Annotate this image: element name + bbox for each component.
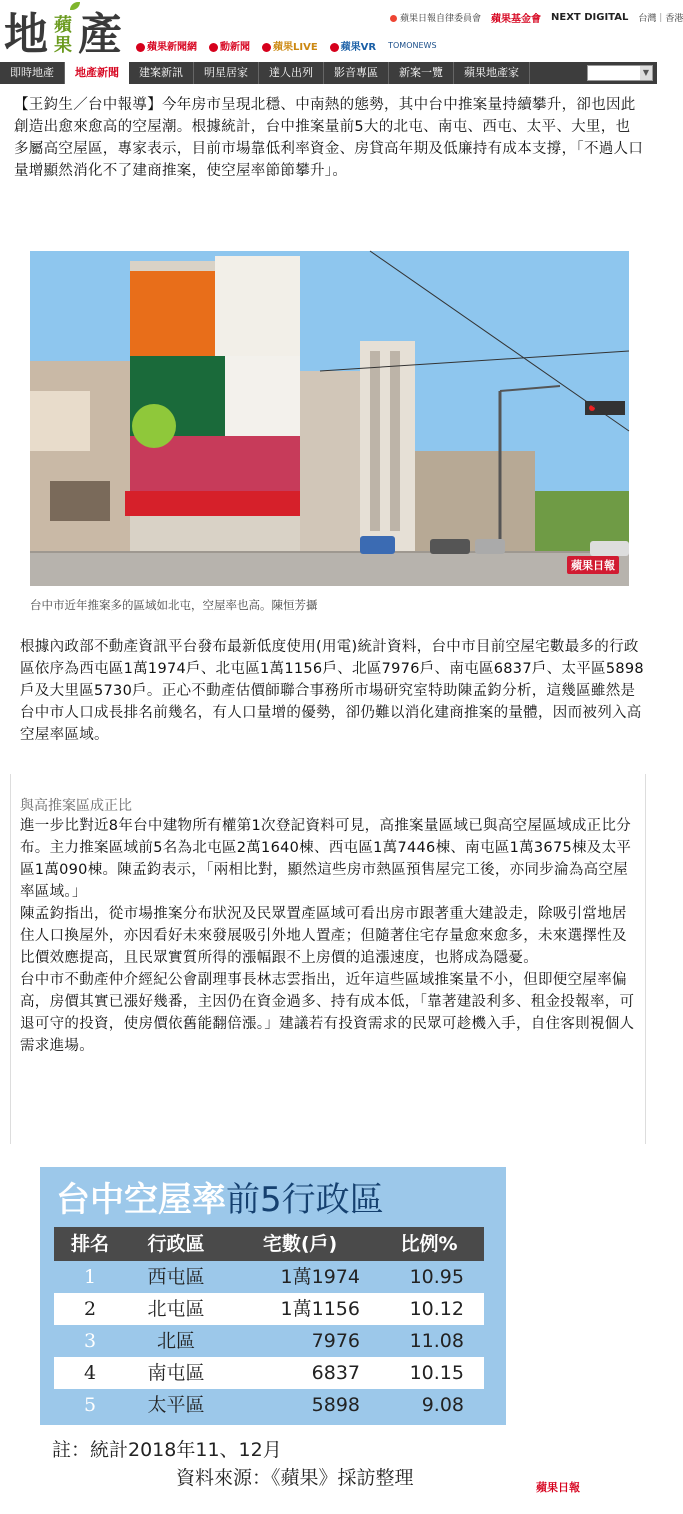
article-subheading: 與高推案區成正比 (20, 798, 132, 814)
logo-char-2a: 蘋 (54, 15, 72, 36)
logo-char-2b: 果 (54, 35, 72, 56)
article-section-body (20, 815, 640, 1057)
table-row (54, 1293, 484, 1325)
table-cell-district: 北區 (156, 1330, 195, 1352)
table-cell-rank: 2 (83, 1298, 97, 1320)
article-paragraph-2: 根據內政部不動產資訊平台發布最新低度使用(用電)統計資料，台中市目前空屋宅數最多的行政區依序為西屯區1萬1974戶、北屯區1萬1156戶、北區7976戶、南屯區6837戶、太平區5898戶及大里區5730戶。正心不動產估價師聯合事務所市場研究室特助陳孟鈞分析，這幾區雖然是台中市人口成長排名前幾名，有人口量增的優勢，卻仍難以消化建商推案的量體，因而被列入高空屋率區域。 (20, 639, 644, 743)
nav-item-project-list[interactable]: 新案一覽 (389, 62, 454, 84)
table-cell-district: 北屯區 (147, 1298, 205, 1320)
table-row (54, 1261, 484, 1293)
table-cell-district: 太平區 (147, 1394, 205, 1416)
table-cell-units: 6837 (311, 1362, 360, 1384)
logo-apple-mark (50, 16, 76, 56)
table-cell-units: 5898 (311, 1394, 360, 1416)
table-cell-rank: 3 (83, 1330, 97, 1352)
apple-icon (262, 43, 271, 52)
table-note: 註：統計2018年11、12月 (52, 1439, 282, 1461)
table-header-units: 宅數(戶) (262, 1233, 338, 1255)
article-paragraph-3c: 台中市不動產仲介經紀公會副理事長林志雲指出，近年這些區域推案量不小，但即便空屋率偏高，房價其實已漲好幾番，主因仍在資金過多、持有成本低，「靠著建設利多、租金投報率，可退可守的投資，使房價依舊能翻倍漲。」建議若有投資需求的民眾可趁機入手，自住客則視個人需求進場。 (20, 972, 635, 1054)
apple-icon (330, 43, 339, 52)
table-title-bold: 台中空屋率 (56, 1180, 226, 1220)
table-header-rank: 排名 (70, 1233, 109, 1255)
table-cell-ratio: 11.08 (409, 1330, 464, 1352)
top-link-region[interactable]: 台灣｜香港 (638, 14, 683, 24)
table-header-ratio: 比例% (400, 1233, 458, 1255)
table-cell-ratio: 10.12 (409, 1298, 464, 1320)
dropdown-arrow-icon[interactable]: ▼ (640, 66, 652, 80)
section-divider (10, 774, 11, 1144)
table-cell-ratio: 10.15 (409, 1362, 464, 1384)
brand-link-vr[interactable]: 蘋果VR (330, 38, 376, 53)
table-cell-district: 西屯區 (147, 1266, 205, 1288)
top-link-self-regulation[interactable]: 蘋果日報自律委員會 (390, 11, 481, 24)
brand-link-motion-news[interactable]: 動新聞 (209, 38, 250, 53)
table-cell-district: 南屯區 (147, 1362, 205, 1384)
table-cell-units: 7976 (311, 1330, 360, 1352)
table-cell-ratio: 10.95 (409, 1266, 464, 1288)
table-row (54, 1325, 484, 1357)
table-row (54, 1357, 484, 1389)
table-source: 資料來源：《蘋果》採訪整理 (176, 1467, 414, 1489)
brand-link-apple-news[interactable]: 蘋果新聞網 (136, 38, 197, 53)
brand-link-live[interactable]: 蘋果LIVE (262, 38, 318, 53)
main-nav (0, 62, 657, 84)
table-header-district: 行政區 (147, 1233, 205, 1255)
nav-item-celebrity-homes[interactable]: 明星居家 (194, 62, 259, 84)
street-scene-image (30, 251, 629, 586)
table-row (54, 1389, 484, 1421)
bullet-icon (390, 15, 397, 22)
table-cell-rank: 1 (83, 1266, 97, 1288)
table-cell-units: 1萬1156 (280, 1298, 360, 1320)
site-logo[interactable] (4, 6, 122, 60)
apple-icon (136, 43, 145, 52)
table-cell-rank: 5 (83, 1394, 97, 1416)
apple-daily-logo: 蘋果日報 (536, 1481, 580, 1494)
vacancy-table-graphic (40, 1167, 605, 1507)
article-paragraph-3a: 進一步比對近8年台中建物所有權第1次登記資料可見，高推案量區域已與高空屋區域成正比分布。主力推案區域前5名為北屯區2萬1640棟、西屯區1萬7446棟、南屯區1萬3675棟及太平區1萬090棟。陳孟鈞表示，「兩相比對，顯然這些房市熱區預售屋完工後，亦同步淪為高空屋率區域。」 (20, 818, 632, 900)
top-links (390, 10, 683, 25)
search-input[interactable] (587, 65, 653, 81)
table-cell-ratio: 9.08 (421, 1394, 464, 1416)
table-title (56, 1179, 384, 1221)
table-cell-rank: 4 (83, 1362, 97, 1384)
photo-caption: 台中市近年推案多的區域如北屯，空屋率也高。陳恒芳攝 (30, 598, 318, 612)
table-header (54, 1227, 484, 1261)
logo-char-1: 地 (4, 9, 48, 60)
nav-item-video[interactable]: 影音專區 (324, 62, 389, 84)
table-title-light: 前5行政區 (226, 1180, 384, 1220)
nav-item-news[interactable]: 地產新聞 (65, 62, 129, 84)
brand-links (136, 38, 437, 53)
article-paragraph-3b: 陳孟鈞指出，從市場推案分布狀況及民眾置產區域可看出房市跟著重大建設走，除吸引當地居住人口換屋外，亦因看好未來發展吸引外地人置產；但隨著住宅存量愈來愈多，未來選擇性及比價效應提高，且民眾實質所得的漲幅跟不上房價的追漲速度，也將成為隱憂。 (20, 906, 627, 966)
top-link-foundation[interactable]: 蘋果基金會 (491, 14, 542, 25)
nav-item-experts[interactable]: 達人出列 (259, 62, 324, 84)
table-cell-units: 1萬1974 (280, 1266, 360, 1288)
nav-item-instant[interactable]: 即時地產 (0, 62, 65, 84)
section-divider (645, 774, 646, 1144)
nav-item-new-projects[interactable]: 建案新訊 (129, 62, 194, 84)
photo-watermark: 蘋果日報 (567, 556, 619, 574)
nav-item-apple-realty[interactable]: 蘋果地產家 (454, 62, 530, 84)
article-photo (30, 251, 629, 586)
top-link-next-digital[interactable]: NEXT DIGITAL (551, 12, 629, 23)
site-header (0, 0, 683, 62)
logo-char-3: 產 (78, 9, 122, 60)
apple-icon (209, 43, 218, 52)
article-paragraph-1: 【王鈞生／台中報導】今年房市呈現北穩、中南熱的態勢，其中台中推案量持續攀升，卻也因此創造出愈來愈高的空屋潮。根據統計，台中推案量前5大的北屯、南屯、西屯、太平、大里，也多屬高空屋區，專家表示，目前市場靠低利率資金、房貸高年期及低廉持有成本支撐，「不過人口量增顯然消化不了建商推案，使空屋率節節攀升」。 (14, 97, 644, 179)
brand-link-tomonews[interactable]: TOMONEWS (388, 41, 437, 50)
